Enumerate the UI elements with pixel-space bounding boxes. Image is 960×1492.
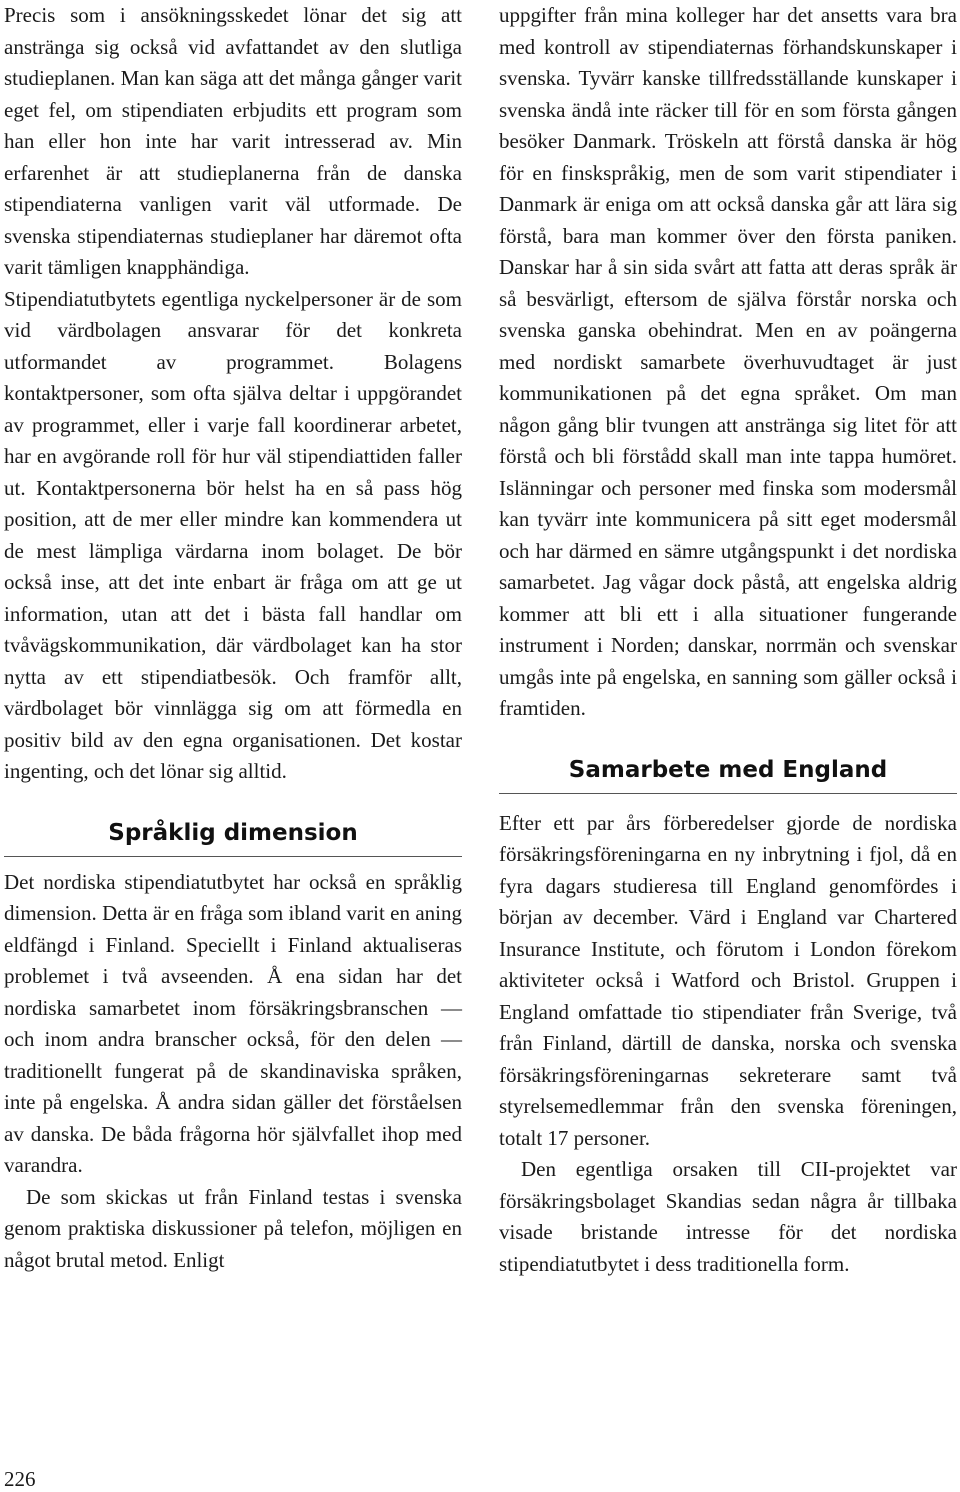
left-paragraph-3: Det nordiska stipendiatutbytet har också en språklig dimension. Detta är en fråga som ibland varit en aning eldfängd i Finland. Speciellt i Finland aktualiseras problemet i två avseenden. Å ena sidan har det nordiska samarbetet inom försäkringsbranschen — och inom andra branscher också, för den delen — traditionellt fungerat på de skandinaviska språken, inte på engelska. Å andra sidan gäller det förståelsen av danska. De båda frågorna hör självfallet ihop med varandra.: [4, 869, 462, 1177]
page-number: 226: [4, 1467, 36, 1491]
section-heading-spraklig-dimension: Språklig dimension: [4, 818, 462, 857]
right-column: [499, 0, 957, 1280]
left-paragraph-1: Precis som i ansökningsskedet lönar det sig att anstränga sig också vid avfattandet av den slutliga studieplanen. Man kan säga att det många gånger varit eget fel, om stipendiaten erbjudits ett program som han eller hon inte har varit intresserad av. Min erfarenhet är att studieplanerna från de danska stipendiaterna vanligen varit väl utformade. De svenska stipendiaternas studieplaner har däremot ofta varit tämligen knapphändiga.: [4, 3, 462, 279]
right-paragraph-1: uppgifter från mina kolleger har det ansetts vara bra med kontroll av stipendiaternas förhandskunskaper i svenska. Tyvärr kanske tillfredsställande kunskaper i svenska ändå inte räcker till för en som första gången besöker Danmark. Tröskeln att förstå danska är hög för en finskspråkig, men de som varit stipendiater i Danmark är eniga om att också danska går att lära sig förstå, bara man kommer över den första paniken. Danskar har å sin sida svårt att fatta att deras språk är så besvärligt, eftersom de själva förstår norska och svenska ganska obehindrat. Men en av poängerna med nordiskt samarbete överhuvudtaget är just kommunikationen på det egna språket. Om man någon gång blir tvungen att anstränga sig litet för att förstå och bli förstådd skall man inte tappa humöret. Islänningar och personer med finska som modersmål kan tyvärr inte kommunicera på sitt eget modersmål och har därmed en sämre utgångspunkt i det nordiska samarbetet. Jag vågar dock påstå, att engelska aldrig kommer att bli ett i alla situationer fungerande instrument i Norden; danskar, norrmän och svenskar umgås inte på engelska, en sanning som gäller också i framtiden.: [499, 3, 957, 720]
right-paragraph-3: Den egentliga orsaken till CII-projektet var försäkringsbolaget Skandias sedan några år tillbaka visade bristande intresse för det nordiska stipendiatutbytet i dess traditionella form.: [499, 1157, 957, 1276]
left-paragraph-2: Stipendiatutbytets egentliga nyckelpersoner är de som vid värdbolagen ansvarar för det konkreta utformandet av programmet. Bolagens kontaktpersoner, som ofta själva deltar i uppgörandet av programmet, eller i varje fall koordinerar arbetet, har en avgörande roll för hur väl stipendiattiden faller ut. Kontaktpersonerna bör helst ha en så pass hög position, att de mer eller mindre kan kommendera ut de mest lämpliga värdarna inom bolaget. De bör också inse, att det inte enbart är fråga om att ge ut information, utan att det i bästa fall handlar om tvåvägskommunikation, där värdbolaget kan ha stor nytta av ett stipendiatbesök. Och framför allt, värdbolaget bör vinnlägga sig om att förmedla en positiv bild av den egna organisationen. Det kostar ingenting, och det lönar sig alltid.: [4, 286, 462, 783]
left-paragraph-4: De som skickas ut från Finland testas i svenska genom praktiska diskussioner på telefon, möjligen en något brutal metod. Enligt: [4, 1184, 462, 1272]
section-heading-samarbete-england: Samarbete med England: [499, 755, 957, 794]
left-column: [4, 0, 462, 1276]
right-paragraph-2: Efter ett par års förberedelser gjorde de nordiska försäkringsföreningarna en ny inbrytning i fjol, då en fyra dagars studieresa till England genomfördes i början av december. Värd i England var Chartered Insurance Institute, och förutom i London förekom aktiviteter också i Watford och Bristol. Gruppen i England omfattade tio stipendiater från Sverige, två från Finland, därtill de danska, norska och svenska försäkringsföreningarnas sekreterare samt två styrelsemedlemmar från den svenska föreningen, totalt 17 personer.: [499, 810, 957, 1150]
